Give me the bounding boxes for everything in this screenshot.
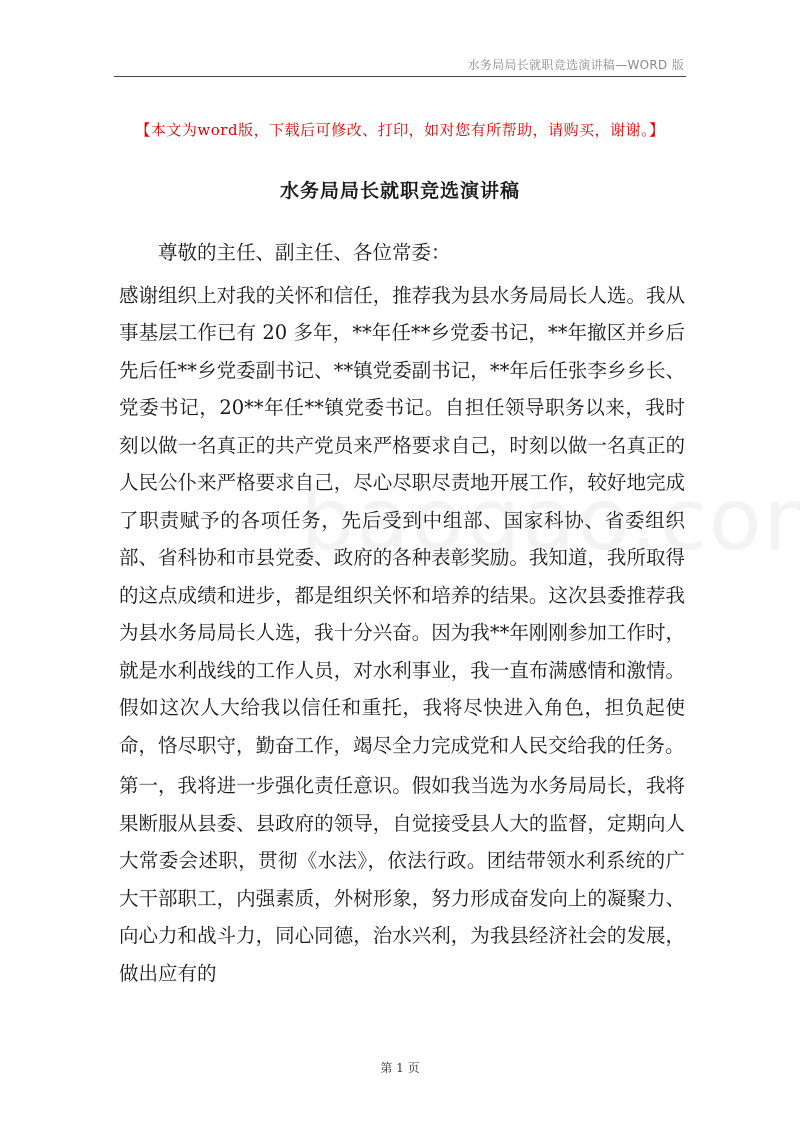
greeting: 尊敬的主任、副主任、各位常委：	[158, 241, 451, 264]
running-header: 水务局局长就职竞选演讲稿—WORD 版	[467, 58, 684, 72]
paragraph-1: 感谢组织上对我的关怀和信任，推荐我为县水务局局长人选。我从事基层工作已有 20 多年，**年任**乡党委书记，**年撤区并乡后先后任**乡党委副书记、**镇党委副书记，**年后任张李乡乡长、党委书记，20**年任**镇党委书记。自担任领导职务以来，我时刻以做一名真正的共产党员来严格要求自己，时刻以做一名真正的人民公仆来严格要求自己，尽心尽职尽责地开展工作，较好地完成了职责赋予的各项任务，先后受到中组部、国家科协、省委组织部、省科协和市县党委、政府的各种表彰奖励。我知道，我所取得的这点成绩和进步，都是组织关怀和培养的结果。这次县委推荐我为县水务局局长人选，我十分兴奋。因为我**年刚刚参加工作时，就是水利战线的工作人员，对水利事业，我一直布满感情和激情。假如这次人大给我以信任和重托，我将尽快进入角色，担负起使命，恪尽职守，勤奋工作，竭尽全力完成党和人民交给我的任务。	[119, 283, 685, 757]
page-number: 第 1 页	[380, 1061, 420, 1075]
download-notice: 【本文为word版，下载后可修改、打印，如对您有所帮助，请购买，谢谢。】	[135, 121, 665, 139]
paragraph-2: 第一，我将进一步强化责任意识。假如我当选为水务局局长，我将果断服从县委、县政府的领导，自觉接受县人大的监督，定期向人大常委会述职，贯彻《水法》，依法行政。团结带领水利系统的广大干部职工，内强素质，外树形象，努力形成奋发向上的凝聚力、向心力和战斗力，同心同德，治水兴利，为我县经济社会的发展，做出应有的	[119, 774, 685, 985]
header-divider	[114, 76, 686, 77]
document-body	[119, 234, 685, 992]
document-title: 水务局局长就职竞选演讲稿	[279, 180, 520, 202]
